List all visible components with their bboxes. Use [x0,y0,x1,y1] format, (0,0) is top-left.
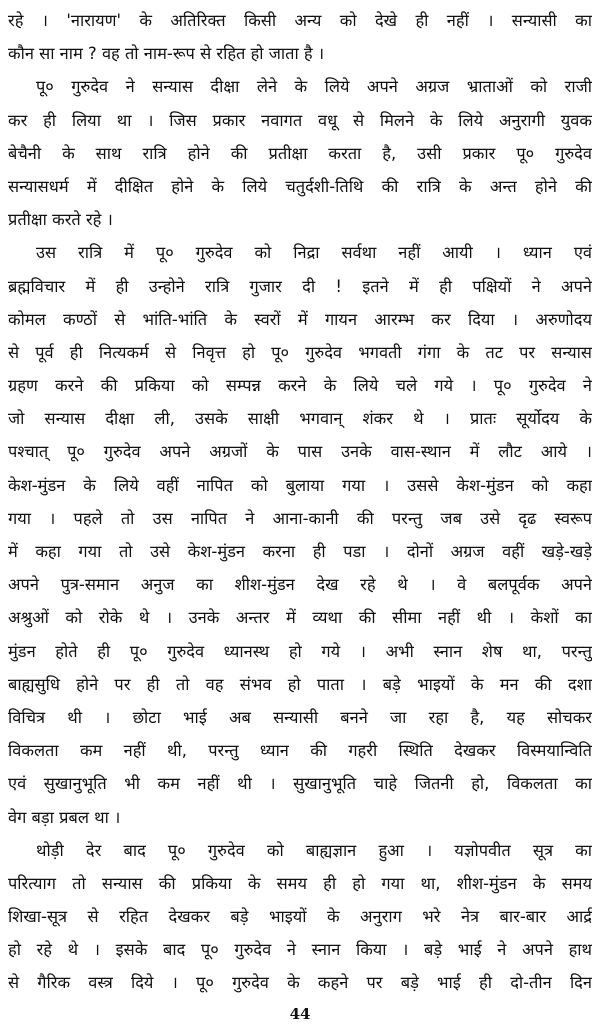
text-line: बेचैनी के साथ रात्रि होने की प्रतीक्षा करता है, उसी प्रकार पू० गुरुदेव [8,143,592,163]
text-line: गया । पहले तो उस नापित ने आना-कानी की परन्तु जब उसे दृढ स्वरूप [8,508,592,528]
text-line: विकलता कम नहीं थी, परन्तु ध्यान की गहरी स्थिति देखकर विस्मयान्विति [8,741,592,761]
text-line: थोड़ी देर बाद पू० गुरुदेव को बाह्यज्ञान हुआ । यज्ञोपवीत सूत्र का [36,840,592,860]
paragraph-3 [8,236,592,833]
text-line: उस रात्रि में पू० गुरुदेव को निद्रा सर्वथा नहीं आयी । ध्यान एवं [36,243,592,263]
text-line: से गैरिक वस्त्र दिये । पू० गुरुदेव के कहने पर बड़े भाई ही दो-तीन दिन [8,973,592,993]
text-line: प्रतीक्षा करते रहे । [8,210,113,230]
text-line: पश्चात् पू० गुरुदेव अपने अग्रजों के पास उनके वास-स्थान में लौट आये । [8,442,592,462]
page-body [8,4,592,994]
text-line: ब्रह्मविचार में ही उन्होने रात्रि गुजार दी ! इतने में ही पक्षियों ने अपने [8,276,592,296]
text-line: से पूर्व ही नित्यकर्म से निवृत्त हो पू० गुरुदेव भगवती गंगा के तट पर सन्यास [8,342,592,362]
text-line: एवं सुखानुभूति भी कम नहीं थी । सुखानुभूति चाहे जितनी हो, विकलता का [8,774,592,794]
text-line: केश-मुंडन के लिये वहीं नापित को बुलाया गया । उससे केश-मुंडन को कहा [8,475,592,495]
paragraph-4 [8,834,592,994]
text-line: अश्रुओं को रोके थे । उनके अन्तर में व्यथा की सीमा नहीं थी । केशों का [8,608,592,628]
text-line: वेग बड़ा प्रबल था । [8,807,121,827]
text-line: सन्यासधर्म में दीक्षित होने के लिये चतुर्दशी-तिथि की रात्रि के अन्त होने की [8,176,592,196]
paragraph-1 [8,4,592,70]
text-line: में कहा गया तो उसे केश-मुंडन करना ही पडा । दोनों अग्रज वहीं खड़े-खड़े [8,542,592,561]
text-line: बाह्यसुधि होने पर ही तो वह संभव हो पाता । बड़े भाइयों के मन की दशा [8,674,592,694]
text-line: शिखा-सूत्र से रहित देखकर बड़े भाइयों के अनुराग भरे नेत्र बार-बार आर्द्र [8,907,592,927]
text-line: विचित्र थी । छोटा भाई अब सन्यासी बनने जा रहा है, यह सोचकर [8,707,592,727]
page-number: 44 [289,1005,311,1023]
text-line: मुंडन होते ही पू० गुरुदेव ध्यानस्थ हो गये । अभी स्नान शेष था, परन्तु [8,641,592,661]
text-line: हो रहे थे । इसके बाद पू० गुरुदेव ने स्नान किया । बड़े भाई ने अपने हाथ [8,940,592,960]
paragraph-2 [8,70,592,236]
text-line: पू० गुरुदेव ने सन्यास दीक्षा लेने के लिये अपने अग्रज भ्राताओं को राजी [36,77,592,97]
text-line: रहे । 'नारायण' के अतिरिक्त किसी अन्य को देखे ही नहीं । सन्यासी का [8,11,592,30]
text-line: कर ही लिया था । जिस प्रकार नवागत वधू से मिलने के लिये अनुरागी युवक [8,110,592,130]
text-line: परित्याग तो सन्यास की प्रकिया के समय ही हो गया था, शीश-मुंडन के समय [8,873,592,893]
text-line: कौन सा नाम ? वह तो नाम-रूप से रहित हो जाता है । [8,44,325,64]
text-line: ग्रहण करने की प्रकिया को सम्पन्न करने के लिये चले गये । पू० गुरुदेव ने [8,376,592,396]
text-line: कोमल कण्ठों से भांति-भांति के स्वरों में गायन आरम्भ कर दिया । अरुणोदय [8,309,592,329]
text-line: अपने पुत्र-समान अनुज का शीश-मुंडन देख रहे थे । वे बलपूर्वक अपने [8,575,592,595]
text-line: जो सन्यास दीक्षा ली, उसके साक्षी भगवान् शंकर थे । प्रातः सूर्योदय के [8,409,592,429]
